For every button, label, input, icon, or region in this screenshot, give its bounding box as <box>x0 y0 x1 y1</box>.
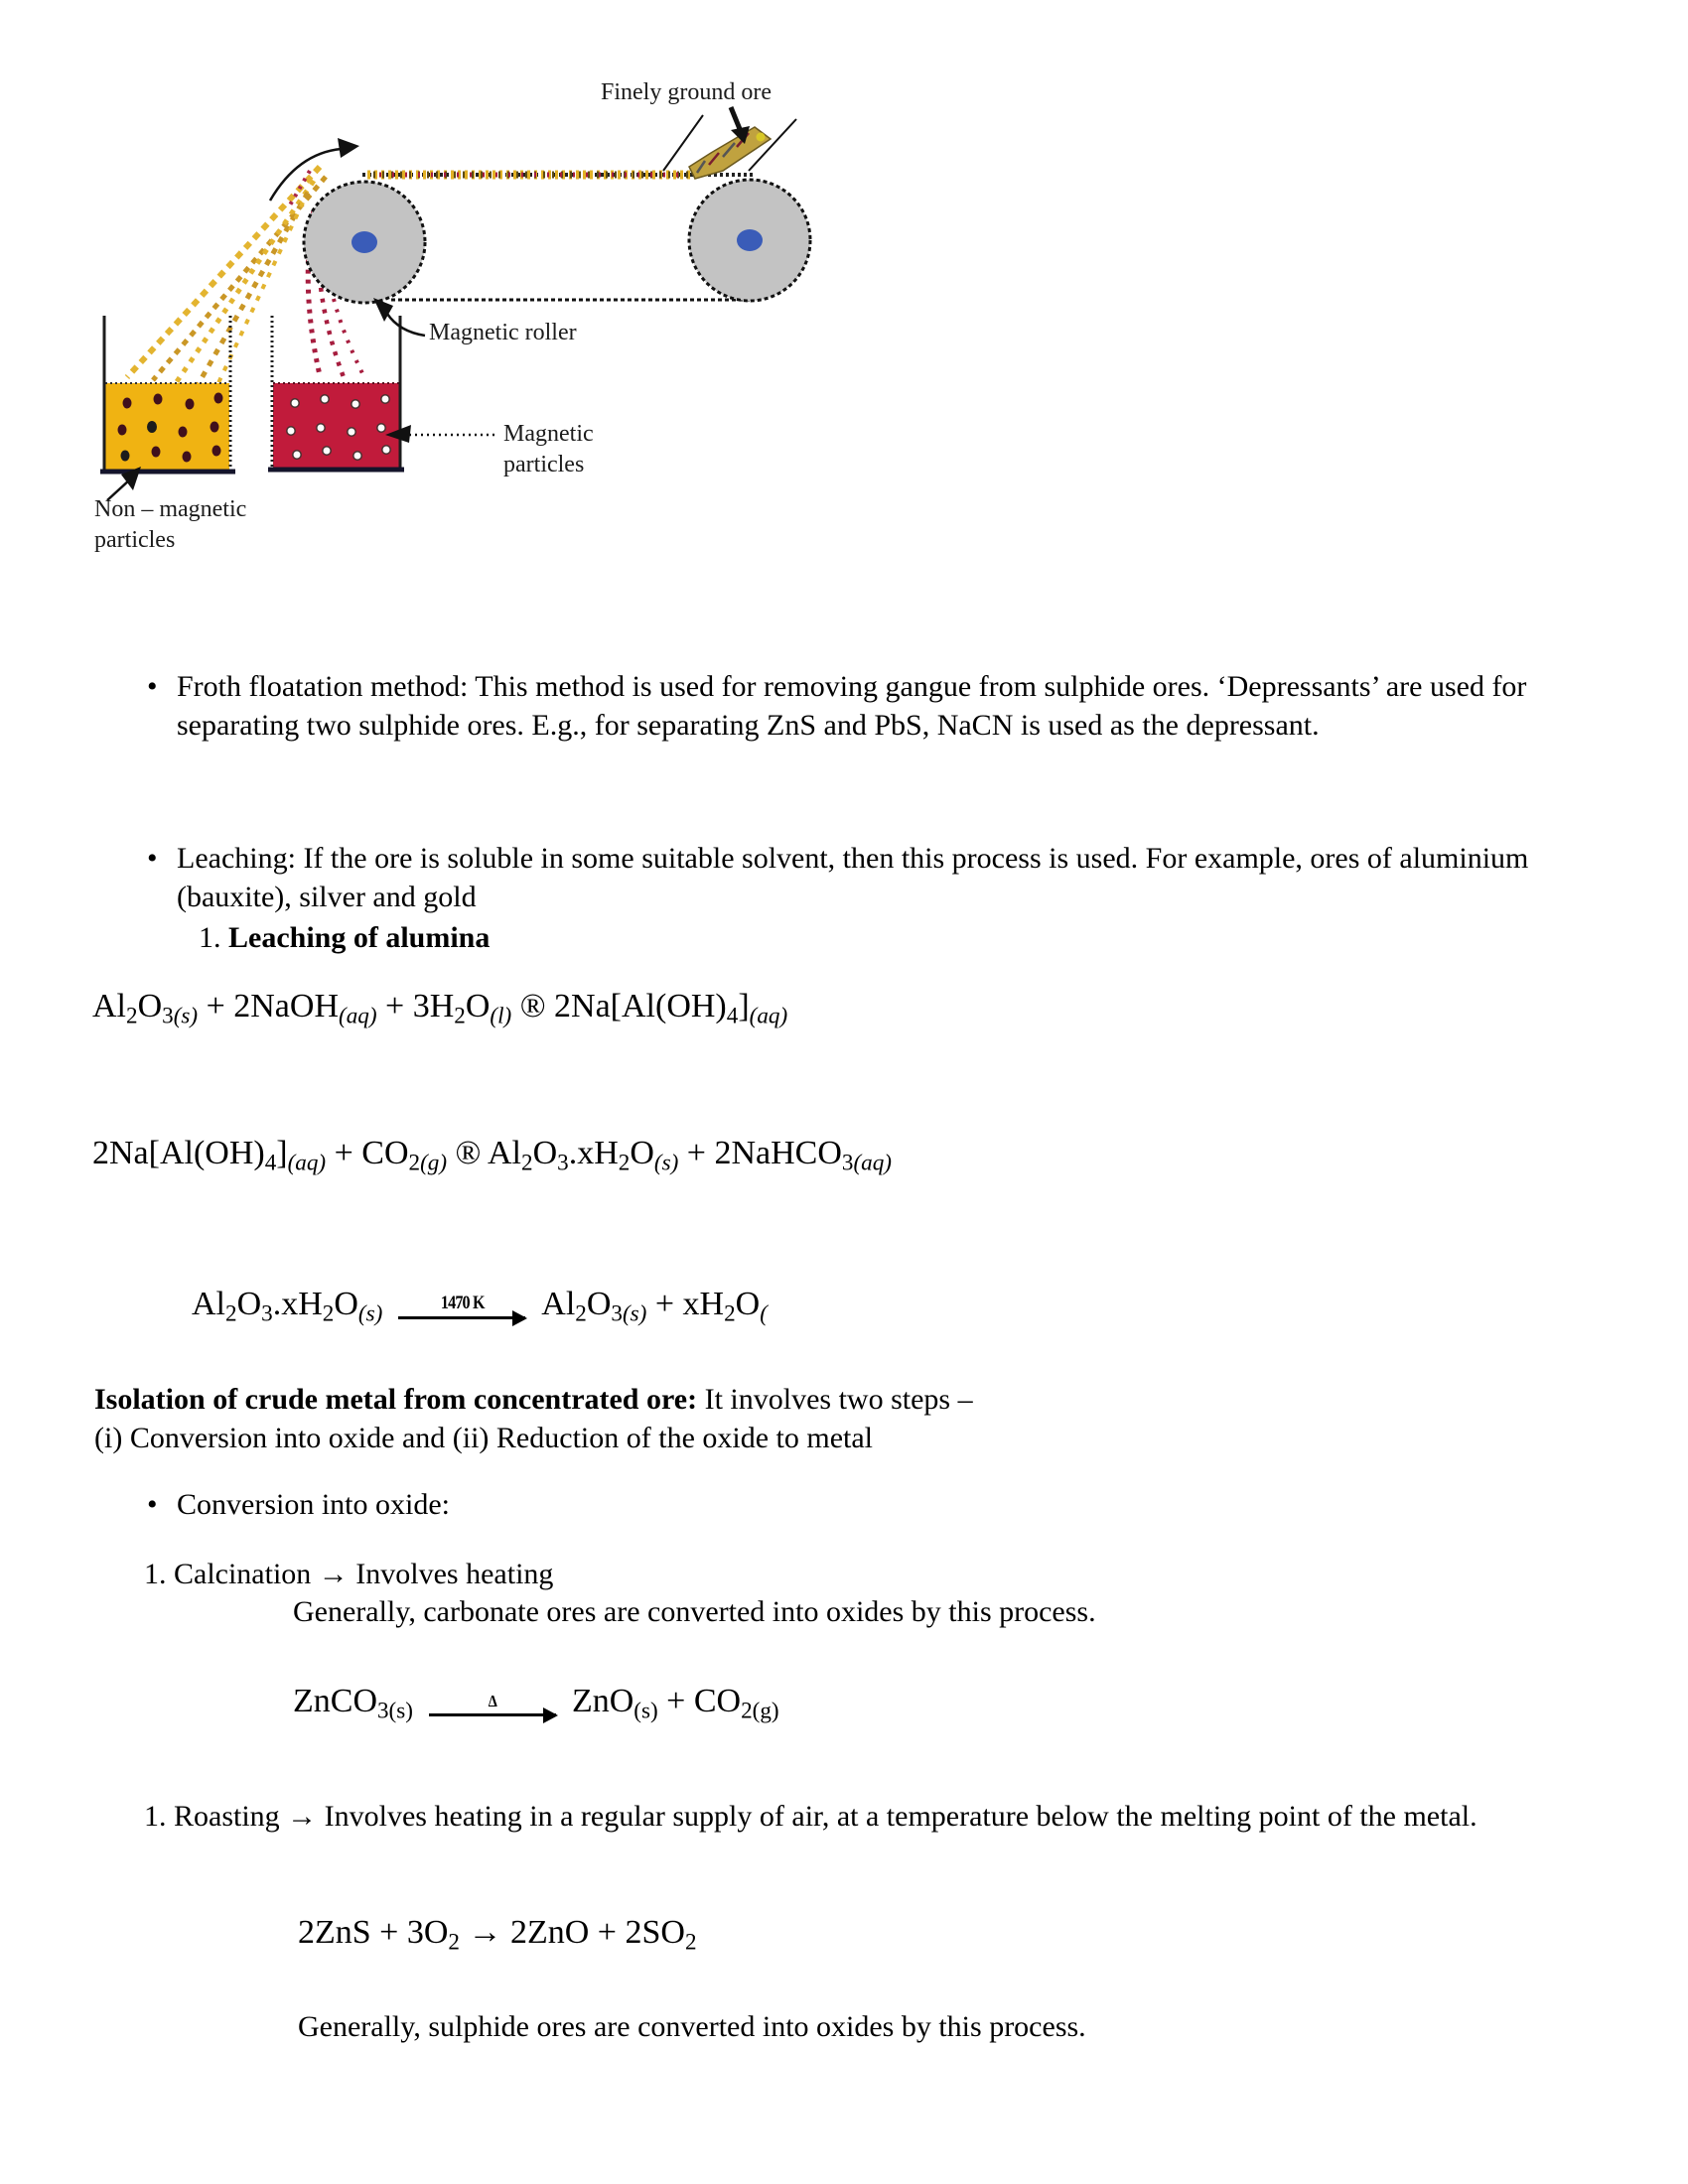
equation-left-side: $Al_2O_3.xH_2O_{(s)}$ <box>192 1286 383 1327</box>
non-magnetic-container <box>100 316 235 472</box>
magnetic-separation-diagram <box>60 50 894 576</box>
leaching-paragraph: Leaching: If the ore is soluble in some suitable solvent, then this process is used. For example, ores of aluminium (bauxite), silver and gold <box>177 842 1529 913</box>
roasting-note: Generally, sulphide ores are converted into oxides by this process. <box>298 2010 1086 2043</box>
isolation-heading-bold: Isolation of crude metal from concentrated ore: <box>94 1383 698 1416</box>
reaction-condition: 1470 K <box>440 1293 485 1314</box>
bullet-conversion: • <box>147 1488 158 1521</box>
label-magnetic-particles-line2: particles <box>503 452 585 478</box>
equation-znco3 <box>293 1683 779 1724</box>
label-non-magnetic-line2: particles <box>94 527 176 553</box>
label-magnetic-roller: Magnetic roller <box>429 320 577 345</box>
equation-right-side: $Al_2O_{3(s)} + xH_2O_($ <box>541 1286 768 1327</box>
ore-chute <box>663 107 796 179</box>
idler-roller-wheel <box>689 180 810 301</box>
equation-aluminate-co2: $2Na[Al(OH)_4]_{(aq)} + CO_{2(g)}$ ® $Al_2O_3.xH_2O_{(s)}$ + 2NaHCO$_{3(aq)}$ <box>92 1135 892 1176</box>
calcination-line: 1. Calcination → Involves heating <box>144 1558 554 1590</box>
isolation-steps-line: (i) Conversion into oxide and (ii) Reduction of the oxide to metal <box>94 1422 873 1454</box>
reaction-condition: Δ <box>488 1692 497 1711</box>
label-non-magnetic-particles <box>94 494 246 556</box>
isolation-heading-block <box>94 1380 1534 1457</box>
leaching-item-title: Leaching of alumina <box>228 921 491 954</box>
equation-zns-roasting: $2ZnS + 3O_2 \to 2ZnO + 2SO_2$ <box>298 1914 697 1956</box>
leaching-of-alumina-item <box>199 918 490 957</box>
bullet-froth: • <box>147 670 158 703</box>
arrow-line <box>429 1713 556 1716</box>
froth-floatation-paragraph: Froth floatation method: This method is used for removing gangue from sulphide ores. ‘Depressants’ are used for separating two sulphide ores. E.g., for separating ZnS and PbS, NaCN is used as the depressant. <box>177 670 1527 742</box>
arrow-line <box>398 1316 525 1319</box>
non-magnetic-stream <box>127 167 326 387</box>
calcination-note: Generally, carbonate ores are converted into oxides by this process. <box>293 1595 1096 1628</box>
magnetic-particles-leader <box>385 425 496 443</box>
label-magnetic-particles-line1: Magnetic <box>503 421 594 447</box>
label-magnetic-particles <box>503 419 594 480</box>
magnetic-roller-wheel <box>304 182 425 303</box>
reaction-arrow-delta <box>429 1693 556 1716</box>
label-non-magnetic-line1: Non – magnetic <box>94 496 247 522</box>
isolation-heading-rest: It involves two steps – <box>697 1383 973 1416</box>
leaching-item-number: 1. <box>199 921 228 954</box>
equation-right-side: $ZnO_{(s)} + CO_{2(g)}$ <box>571 1683 779 1724</box>
conversion-into-oxide-line: Conversion into oxide: <box>177 1488 450 1521</box>
roasting-line: 1. Roasting → Involves heating in a regular supply of air, at a temperature below the melting point of the metal. <box>144 1800 1477 1833</box>
equation-alumina-naoh: $Al_2O_{3(s)}$ + 2NaOH$_{(aq)}$ + $3H_2O_{(l)}$ ® $2Na[Al(OH)_4]_{(aq)}$ <box>92 988 788 1029</box>
magnetic-container <box>268 316 404 470</box>
label-finely-ground-ore: Finely ground ore <box>601 79 772 105</box>
equation-hydrated-alumina <box>192 1286 768 1327</box>
reaction-arrow-1470k <box>398 1294 525 1319</box>
bullet-leaching: • <box>147 842 158 875</box>
equation-left-side: ZnCO$_{3(s)}$ <box>293 1683 413 1724</box>
